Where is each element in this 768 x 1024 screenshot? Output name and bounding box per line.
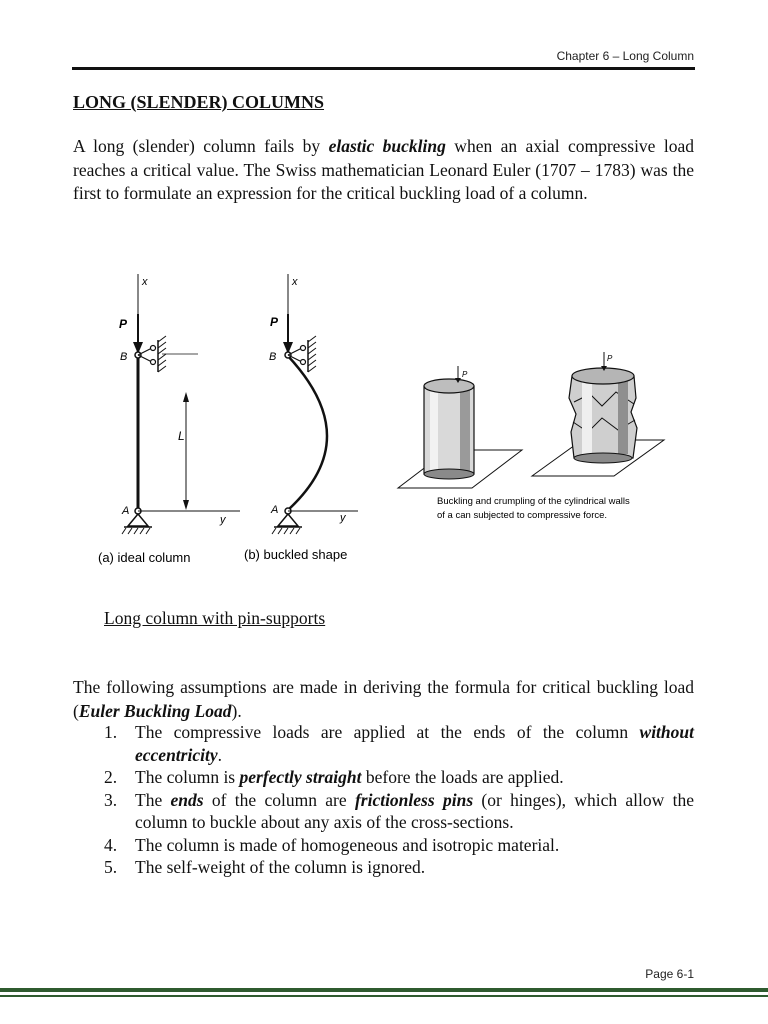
list-number: 3. [104,789,118,810]
list-text: . [217,744,222,765]
section-title: LONG (SLENDER) COLUMNS [73,92,325,112]
footer-rule-thin [0,995,768,997]
label-y-b: y [340,512,346,524]
list-text: The compressive loads are applied at the ends of the column [135,722,640,742]
caption-buckled-shape: (b) buckled shape [244,547,348,562]
can-caption-line-2: of a can subjected to compressive force. [437,510,608,521]
assumptions-emphasis: Euler Buckling Load [78,700,232,721]
label-p-a: P [119,317,128,331]
caption-ideal-column: (a) ideal column [98,550,191,565]
assumptions-paragraph [73,676,694,723]
intro-emphasis: elastic buckling [328,136,446,156]
running-header: Chapter 6 – Long Column [556,49,694,63]
list-text: of the column are [203,789,355,810]
label-x-b: x [292,276,298,288]
list-item [104,766,694,789]
list-emphasis: ends [170,789,204,810]
list-item [104,721,694,766]
list-text: (or hinges), which allow the column to buckle about any axis of the cross-sections. [135,789,694,832]
list-item [104,834,694,857]
list-text: before the loads are applied. [361,767,564,787]
assumptions-list [104,721,694,879]
list-number: 4. [104,834,118,855]
label-y-a: y [220,514,226,526]
list-number: 1. [104,722,118,742]
list-text: The column is made of homogeneous and isotropic material. [135,834,560,855]
label-a-a: A [122,505,130,517]
label-p-can-1: P [462,370,468,379]
can-photo-illustration [398,352,664,488]
list-number: 2. [104,767,118,787]
buckled-column-diagram [272,274,358,534]
figure-caption: Long column with pin-supports [104,608,326,628]
label-x-a: x [142,276,148,288]
intro-paragraph [73,135,694,206]
label-l: L [178,429,185,443]
assumptions-text-1: The following assumptions are made in deriving the formula for critical buckling load ( [73,677,694,721]
label-p-b: P [270,315,279,329]
label-b-b: B [269,351,277,363]
can-caption-line-1: Buckling and crumpling of the cylindrical walls [437,496,630,507]
intro-text-1: A long (slender) column fails by [73,136,329,156]
list-emphasis: frictionless pins [354,789,474,810]
list-emphasis: without eccentricity [135,722,694,765]
assumptions-text-2: ). [231,700,242,721]
label-b-a: B [120,351,128,363]
list-text: The self-weight of the column is ignored. [135,857,426,877]
list-emphasis: perfectly straight [239,767,362,787]
header-rule [72,67,695,70]
ideal-column-diagram [122,274,240,534]
list-number: 5. [104,857,118,877]
list-item [104,789,694,834]
list-text: The column is [135,767,240,787]
column-figure [90,262,700,582]
footer-rule [0,988,768,992]
page-number: Page 6-1 [645,967,694,981]
list-item [104,856,694,879]
intro-text-2: when an axial compressive load reaches a critical value. The Swiss mathematician Leonard Euler (1707 – 1783) was the first to formulate an expression for the critical buckling load of a column. [73,136,694,203]
label-a-b: A [271,504,279,516]
label-p-can-2: P [607,354,613,363]
list-text: The [135,789,171,810]
